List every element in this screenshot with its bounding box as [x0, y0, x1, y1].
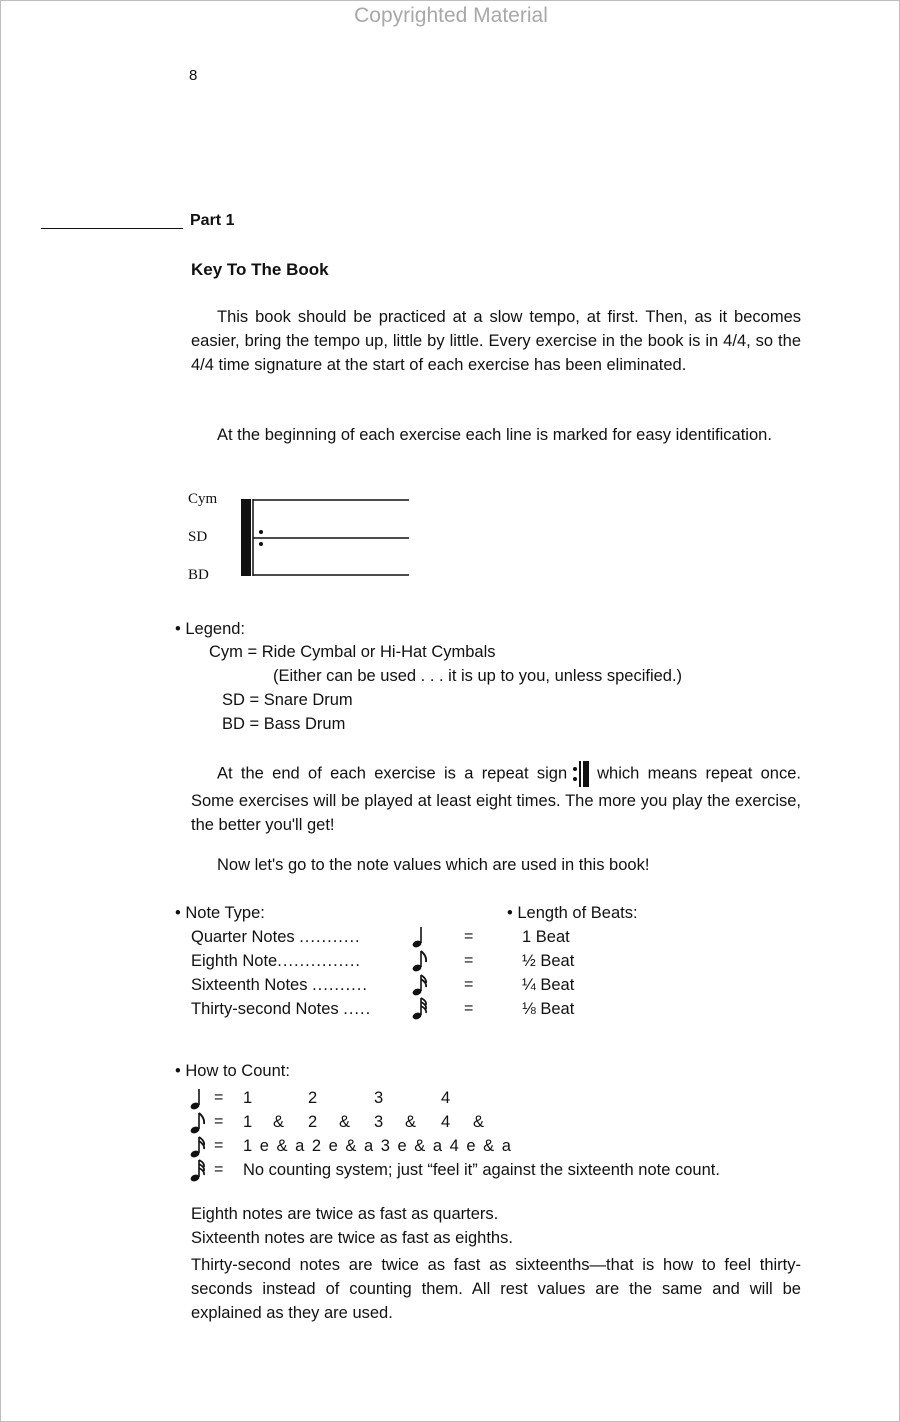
count-token: & [405, 1113, 417, 1131]
note-type-name-quarter [191, 928, 361, 947]
equals-sign: = [464, 928, 474, 945]
repeat-dot-lower [259, 542, 263, 546]
repeat-paragraph-before: At the end of each exercise is a repeat sign [217, 764, 568, 783]
count-equals: = [214, 1137, 224, 1154]
how-to-count-heading: • How to Count: [175, 1062, 290, 1080]
count-equals: = [214, 1113, 224, 1130]
identification-paragraph [191, 423, 801, 447]
note-values-intro: Now let's go to the note values which are used in this book! [217, 856, 650, 874]
note-type-name-eighth [191, 952, 361, 971]
staff-thick-barline [241, 499, 251, 576]
count-token: 3 [374, 1113, 384, 1131]
note-type-heading: • Note Type: [175, 904, 265, 922]
thirty-second-count: No counting system; just “feel it” against the sixteenth note count. [243, 1161, 720, 1179]
count-equals: = [214, 1161, 224, 1178]
sixteenth-note-icon [189, 1135, 207, 1159]
note-type-name-thirty-second [191, 1000, 371, 1019]
staff-illustration [237, 493, 413, 579]
eighth-note-icon [189, 1111, 207, 1135]
section-title: Key To The Book [191, 260, 329, 279]
count-token: 2 [308, 1089, 318, 1107]
thirty-second-note-icon [189, 1159, 207, 1183]
staff-label-bd: BD [188, 567, 209, 583]
count-token: 3 [374, 1089, 384, 1107]
count-token: & [273, 1113, 285, 1131]
part-rule [41, 228, 183, 229]
sixteenth-note-icon [411, 973, 429, 997]
repeat-paragraph-after: which means repeat once. Some exercises will be played at least eight times. The more you play the exercise, the better you'll get! [191, 764, 801, 834]
quarter-note-icon [189, 1087, 207, 1111]
copyright-watermark: Copyrighted Material [354, 4, 548, 27]
count-token: & [339, 1113, 351, 1131]
identification-paragraph-text: At the beginning of each exercise each line is marked for easy identification. [217, 426, 772, 444]
staff-label-cym: Cym [188, 491, 218, 507]
repeat-paragraph [191, 759, 801, 837]
length-sixteenth: ¼ Beat [522, 976, 575, 994]
count-equals: = [214, 1089, 224, 1106]
note-type-label: Thirty-second Notes [191, 1000, 339, 1018]
repeat-sign-icon [571, 759, 593, 789]
legend-cym-note: (Either can be used . . . it is up to you, unless specified.) [273, 667, 683, 685]
eighth-note-icon [411, 949, 429, 973]
leader-dots: ............... [277, 952, 361, 970]
leader-dots: ........... [299, 928, 361, 946]
note-type-label: Sixteenth Notes [191, 976, 308, 994]
leader-dots: .......... [312, 976, 368, 994]
leader-dots: ..... [343, 1000, 372, 1018]
note-type-label: Eighth Note [191, 952, 278, 970]
legend-bd: BD = Bass Drum [222, 715, 346, 733]
intro-paragraph [191, 305, 801, 377]
equals-sign: = [464, 1000, 474, 1017]
closing-paragraph: Thirty-second notes are twice as fast as sixteenths—that is how to feel thirty-seconds instead of counting them. All rest values are the same and will be explained as they are used. [191, 1256, 801, 1322]
part-label: Part 1 [190, 212, 235, 229]
closing-line-sixteenths: Sixteenth notes are twice as fast as eighths. [191, 1229, 513, 1247]
length-eighth: ½ Beat [522, 952, 575, 970]
legend-cym: Cym = Ride Cymbal or Hi-Hat Cymbals [209, 643, 496, 661]
count-token: 4 [441, 1089, 451, 1107]
closing-line-eighths: Eighth notes are twice as fast as quarters. [191, 1205, 499, 1223]
note-type-name-sixteenth [191, 976, 368, 995]
count-token: 1 [243, 1089, 253, 1107]
length-heading: • Length of Beats: [507, 904, 638, 922]
equals-sign: = [464, 952, 474, 969]
count-token: 4 [441, 1113, 451, 1131]
length-thirty-second: ⅛ Beat [522, 1000, 575, 1018]
legend-heading: • Legend: [175, 620, 246, 638]
quarter-note-icon [411, 925, 429, 949]
intro-paragraph-text: This book should be practiced at a slow tempo, at first. Then, as it becomes easier, bring the tempo up, little by little. Every exercise in the book is in 4/4, so the 4/4 time signature at the start of each exercise has been eliminated. [191, 308, 801, 374]
note-type-label: Quarter Notes [191, 928, 295, 946]
repeat-dot-upper [259, 530, 263, 534]
count-token: 1 [243, 1113, 253, 1131]
count-token: & [473, 1113, 485, 1131]
legend-sd: SD = Snare Drum [222, 691, 353, 709]
count-token: 2 [308, 1113, 318, 1131]
sixteenth-count: 1 e & a 2 e & a 3 e & a 4 e & a [243, 1137, 513, 1155]
staff-label-sd: SD [188, 529, 208, 545]
page-number: 8 [189, 67, 198, 84]
thirty-second-note-icon [411, 997, 429, 1021]
equals-sign: = [464, 976, 474, 993]
length-quarter: 1 Beat [522, 928, 570, 946]
